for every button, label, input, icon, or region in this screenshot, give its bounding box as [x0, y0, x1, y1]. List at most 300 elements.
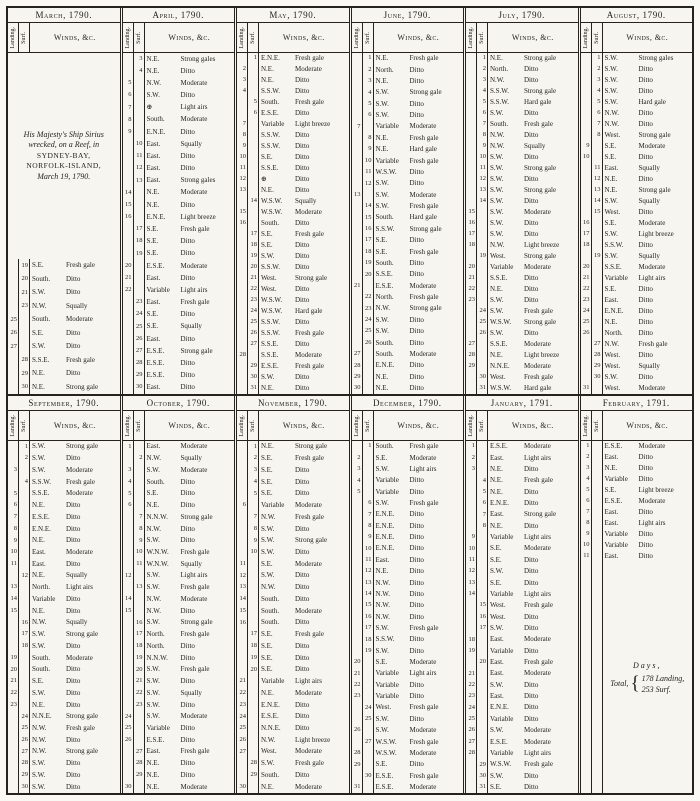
landing-day [352, 235, 363, 246]
wind-description: Fresh gale [180, 584, 210, 592]
wind-direction: S.W. [146, 466, 160, 474]
wind-direction: S.W. [490, 110, 504, 117]
surf-day: 19 [248, 251, 259, 262]
landing-day: 9 [466, 532, 477, 543]
surf-day: 25 [134, 321, 145, 333]
surf-day: 6 [592, 108, 603, 119]
wind-description: Ditto [524, 522, 539, 530]
log-row [123, 547, 235, 559]
surf-day [592, 240, 603, 251]
wind-direction: S.E. [604, 286, 617, 293]
wind-description: Fresh gale [180, 631, 210, 639]
wind-direction: S.W. [32, 343, 46, 351]
log-row [466, 464, 578, 475]
surf-day [134, 476, 145, 488]
landing-day: 16 [237, 218, 248, 229]
wind-description: Ditto [295, 143, 310, 150]
wind-description: Ditto [409, 316, 424, 324]
wind-description: Ditto [180, 502, 195, 510]
wind-description: Ditto [409, 534, 424, 542]
wind-description: Fresh gale [409, 248, 439, 256]
log-row [123, 723, 235, 735]
wind-direction: N.W. [490, 242, 505, 249]
wind-description: Moderate [180, 189, 208, 197]
landing-day: 26 [466, 725, 477, 736]
wind-direction: S.S.E. [32, 490, 50, 498]
month-title: September, 1790. [8, 396, 120, 411]
surf-day: 26 [19, 734, 30, 746]
wind-description: Squally [180, 323, 202, 331]
log-row [237, 240, 349, 251]
landing-day: 14 [123, 187, 134, 199]
surf-day: 4 [592, 86, 603, 97]
wind-direction: Variable [604, 275, 628, 282]
month-column [466, 8, 581, 394]
log-row [581, 108, 693, 119]
wind-direction: East. [490, 636, 504, 644]
landing-day [123, 223, 134, 235]
surf-day [19, 664, 30, 676]
wind-direction: Variable [375, 488, 399, 496]
wind-description: Ditto [66, 329, 81, 337]
landing-day [352, 532, 363, 543]
wind-description: Hard gale [409, 146, 437, 154]
wind-direction: S.W. [604, 374, 618, 381]
wind-description: Ditto [409, 271, 424, 279]
log-row [466, 589, 578, 600]
log-row [581, 229, 693, 240]
surf-day: 12 [592, 174, 603, 185]
surf-day [363, 452, 374, 463]
landing-day: 27 [237, 746, 248, 758]
landing-day [237, 339, 248, 350]
surf-day: 30 [19, 381, 30, 395]
log-row [123, 758, 235, 770]
wind-direction: S.W. [261, 572, 275, 580]
wind-description: Squally [180, 560, 202, 568]
log-row [352, 99, 464, 110]
surf-day [363, 475, 374, 486]
wind-description: Strong gale [295, 537, 328, 545]
winds-column-label: Winds, &c. [168, 33, 211, 42]
landing-day: 11 [237, 163, 248, 174]
landing-day [581, 372, 592, 383]
wind-direction: E.N.E. [490, 499, 509, 507]
wind-direction: E.S.E. [261, 363, 279, 370]
wind-description: Ditto [295, 77, 310, 84]
log-row [8, 354, 120, 368]
wind-direction: Variable [490, 715, 514, 723]
wind-direction: N.E. [261, 783, 274, 791]
surf-day [19, 687, 30, 699]
surf-day [363, 680, 374, 691]
log-row [8, 699, 120, 711]
column-headers [466, 411, 578, 441]
month-body [466, 53, 578, 394]
landing-day: 7 [8, 511, 19, 523]
landing-day [8, 367, 19, 381]
wind-description: Ditto [180, 771, 195, 779]
wind-direction: North. [490, 66, 509, 73]
winds-column-label: Winds, &c. [282, 33, 325, 42]
wind-description: Ditto [180, 335, 195, 343]
log-row [352, 555, 464, 566]
log-row [466, 218, 578, 229]
wind-description: Squally [638, 253, 660, 260]
shipwreck-note-line: wrecked, on a Reef, in [28, 140, 100, 150]
landing-day [8, 441, 19, 453]
wind-description: Hard gale [409, 214, 437, 222]
log-row [581, 383, 693, 394]
landing-day [123, 138, 134, 150]
surf-day [477, 634, 488, 645]
landing-day: 14 [237, 594, 248, 606]
wind-direction: N.E. [146, 67, 160, 75]
wind-direction: S.W. [261, 374, 275, 381]
log-row [8, 300, 120, 314]
log-row [466, 75, 578, 86]
surf-day [19, 594, 30, 606]
wind-description: Ditto [180, 311, 195, 319]
surf-day: 18 [248, 641, 259, 653]
wind-direction: West. [375, 704, 392, 712]
wind-direction: East. [604, 165, 619, 172]
column-headers [123, 23, 235, 53]
landing-day: 12 [237, 174, 248, 185]
surf-column [592, 23, 603, 52]
log-row [123, 687, 235, 699]
surf-day: 14 [248, 196, 259, 207]
surf-day [248, 699, 259, 711]
wind-direction: East. [146, 335, 161, 343]
landing-day: 9 [8, 535, 19, 547]
landing-day [8, 617, 19, 629]
landing-day [237, 488, 248, 500]
wind-direction: East. [604, 297, 619, 304]
wind-direction: S.S.E. [261, 341, 279, 348]
log-row [466, 702, 578, 713]
wind-description: Ditto [66, 513, 81, 521]
wind-direction: N.W. [146, 79, 162, 87]
surf-day [477, 218, 488, 229]
wind-description: Fresh gale [524, 602, 553, 610]
wind-direction: N.W. [375, 590, 391, 598]
landing-day [123, 53, 134, 65]
wind-description: Ditto [638, 209, 653, 216]
surf-day: 31 [477, 383, 488, 394]
surf-day: 10 [134, 547, 145, 559]
wind-description: Moderate [524, 670, 551, 678]
surf-day: 5 [477, 486, 488, 497]
surf-day [363, 383, 374, 394]
wind-direction: East. [146, 274, 161, 282]
wind-direction: S.E. [261, 490, 273, 498]
wind-direction: N.W. [261, 736, 276, 744]
landing-day: 21 [466, 668, 477, 679]
log-row [237, 218, 349, 229]
log-row [352, 178, 464, 189]
landing-day: 1 [123, 441, 134, 453]
surf-day: 20 [19, 273, 30, 287]
wind-direction: S.W. [604, 88, 618, 95]
surf-day: 28 [134, 758, 145, 770]
wind-direction: S.W. [146, 584, 160, 592]
log-row [123, 223, 235, 235]
wind-direction: N.E. [375, 134, 389, 142]
surf-day: 6 [477, 498, 488, 509]
wind-direction: S.W. [32, 443, 46, 451]
wind-description: Moderate [409, 783, 437, 791]
wind-description: Moderate [524, 738, 551, 746]
wind-description: Hard gale [638, 99, 666, 106]
surf-day [19, 558, 30, 570]
surf-day: 27 [248, 339, 259, 350]
wind-description: Fresh gale [295, 760, 324, 768]
wind-description: Moderate [638, 385, 666, 392]
surf-day: 19 [363, 645, 374, 656]
landing-day: 3 [466, 464, 477, 475]
surf-day: 27 [134, 746, 145, 758]
surf-day: 20 [248, 664, 259, 676]
log-row [123, 511, 235, 523]
wind-description: Ditto [409, 362, 424, 370]
log-row [8, 617, 120, 629]
wind-direction: S.W. [375, 180, 389, 188]
surf-day: 21 [19, 286, 30, 300]
landing-day: 7 [352, 121, 363, 132]
surf-day: 30 [477, 372, 488, 383]
log-row [123, 629, 235, 641]
surf-day [592, 284, 603, 295]
surf-day: 29 [134, 369, 145, 381]
wind-description: Moderate [409, 454, 437, 462]
wind-description: Ditto [409, 602, 424, 610]
wind-description: Ditto [638, 121, 653, 128]
wind-direction: N.W. [32, 302, 47, 310]
surf-column [19, 23, 30, 52]
log-row [581, 284, 693, 295]
surf-day [477, 748, 488, 759]
month-column [8, 8, 123, 394]
landing-day [237, 758, 248, 770]
wind-direction: South. [146, 478, 165, 486]
surf-day: 17 [248, 229, 259, 240]
log-row [237, 629, 349, 641]
landing-day [123, 333, 134, 345]
wind-direction: N.E. [32, 383, 45, 391]
wind-description: Ditto [524, 568, 539, 576]
log-row [581, 361, 693, 372]
log-row [352, 292, 464, 303]
landing-day: 3 [237, 75, 248, 86]
wind-direction: N.E. [32, 537, 45, 545]
surf-day: 3 [477, 75, 488, 86]
landing-column [352, 23, 363, 52]
wind-direction: N.E. [490, 488, 503, 496]
landing-day [352, 212, 363, 223]
surf-day: 19 [248, 652, 259, 664]
surf-day: 4 [477, 475, 488, 486]
surf-day [248, 687, 259, 699]
surf-day: 7 [248, 511, 259, 523]
surf-day [477, 702, 488, 713]
wind-description: Moderate [524, 363, 551, 370]
log-row [466, 372, 578, 383]
wind-description: Strong gale [524, 187, 557, 194]
landing-day: 1 [581, 441, 592, 452]
month-column [581, 396, 693, 793]
wind-description: Moderate [295, 209, 322, 216]
wind-direction: S.W. [490, 772, 504, 780]
log-row [8, 605, 120, 617]
log-row [123, 488, 235, 500]
landing-day [581, 64, 592, 75]
wind-description: Fresh gale [180, 666, 210, 674]
landing-day [237, 317, 248, 328]
wind-direction: S.E. [261, 631, 273, 639]
wind-direction: W.S.W. [261, 198, 283, 205]
wind-direction: N.W. [261, 513, 276, 521]
wind-direction: North. [604, 330, 623, 337]
landing-day [466, 372, 477, 383]
wind-direction: S.S.E. [375, 271, 393, 279]
log-row [466, 782, 578, 793]
log-row [581, 551, 693, 562]
column-headers [123, 411, 235, 441]
landing-day: 23 [466, 691, 477, 702]
landing-day: 8 [8, 523, 19, 535]
surf-day: 22 [363, 292, 374, 303]
wind-direction: Variable [146, 725, 170, 732]
landing-day: 12 [237, 570, 248, 582]
log-row [123, 248, 235, 260]
log-row [581, 251, 693, 262]
log-row [237, 453, 349, 465]
landing-day: 26 [237, 734, 248, 746]
landing-day: 24 [237, 711, 248, 723]
surf-column-label: Surf. [593, 419, 600, 432]
wind-description: Light breeze [638, 487, 674, 495]
log-row [352, 623, 464, 634]
log-row [352, 486, 464, 497]
log-row [352, 190, 464, 201]
wind-direction: S.W. [490, 231, 504, 238]
wind-description: Ditto [409, 693, 424, 701]
surf-day: 11 [363, 555, 374, 566]
wind-direction: S.S.W. [490, 88, 510, 95]
log-row [123, 187, 235, 199]
landing-day: 28 [237, 350, 248, 361]
log-row [466, 691, 578, 702]
surf-day: 16 [363, 224, 374, 235]
surf-day: 8 [134, 523, 145, 535]
surf-day [477, 464, 488, 475]
surf-column [592, 411, 603, 440]
log-row [123, 150, 235, 162]
landing-day [123, 309, 134, 321]
wind-description: Fresh gale [295, 330, 324, 337]
landing-column [352, 411, 363, 440]
wind-direction: S.W. [490, 209, 504, 216]
wind-description: Ditto [66, 537, 81, 545]
wind-direction: E.N.E. [146, 213, 166, 221]
surf-day: 15 [363, 600, 374, 611]
wind-direction: S.W. [604, 77, 618, 84]
landing-day [237, 240, 248, 251]
wind-description: Light airs [524, 534, 552, 542]
shipwreck-note-line: NORFOLK-ISLAND, [26, 161, 102, 171]
wind-description: Ditto [66, 642, 81, 650]
surf-day: 5 [363, 99, 374, 110]
landing-day [352, 303, 363, 314]
days-total-summary [610, 661, 684, 695]
log-row [8, 381, 120, 395]
wind-description: Moderate [66, 490, 93, 498]
surf-day [134, 114, 145, 126]
log-row [581, 163, 693, 174]
wind-description: Ditto [66, 701, 81, 709]
landing-column [123, 411, 134, 440]
wind-description: Ditto [295, 584, 310, 592]
wind-direction: N.E. [375, 568, 389, 576]
wind-description: Fresh gale [524, 121, 553, 128]
wind-description: Fresh gale [409, 55, 439, 63]
wind-direction: S.E. [375, 454, 388, 462]
wind-direction: S.W. [375, 715, 389, 723]
surf-day: 18 [19, 641, 30, 653]
wind-direction: E.S.E. [146, 347, 165, 355]
log-row [466, 317, 578, 328]
wind-direction: W.S.W. [375, 168, 397, 176]
log-row [352, 383, 464, 394]
landing-day: 19 [8, 652, 19, 664]
landing-day [352, 76, 363, 87]
landing-day [8, 273, 19, 287]
surf-day: 19 [592, 251, 603, 262]
wind-direction: Variable [375, 681, 399, 689]
total-label: Total, [610, 679, 629, 688]
landing-day: 22 [581, 284, 592, 295]
wind-description: Moderate [180, 262, 208, 270]
wind-description: Fresh gale [409, 624, 439, 632]
wind-direction: S.S.E. [490, 341, 508, 348]
surf-day: 11 [477, 163, 488, 174]
surf-day [248, 64, 259, 75]
landing-day [352, 110, 363, 121]
landing-day [466, 475, 477, 486]
wind-log-sheet [6, 6, 694, 795]
landing-day: 22 [237, 687, 248, 699]
wind-description: Light breeze [180, 213, 216, 221]
wind-description: Ditto [524, 681, 539, 689]
log-row [352, 258, 464, 269]
wind-description: Ditto [409, 237, 424, 245]
log-row [581, 262, 693, 273]
log-row [352, 714, 464, 725]
surf-day: 10 [363, 543, 374, 554]
landing-day [123, 248, 134, 260]
landing-day [466, 759, 477, 770]
landing-day [123, 369, 134, 381]
wind-direction: N.E. [146, 55, 160, 63]
landing-day: 25 [237, 723, 248, 735]
wind-description: Ditto [638, 531, 653, 539]
log-row [352, 337, 464, 348]
landing-day [466, 657, 477, 668]
surf-day: 6 [248, 108, 259, 119]
landing-day [581, 163, 592, 174]
surf-day [248, 174, 259, 185]
